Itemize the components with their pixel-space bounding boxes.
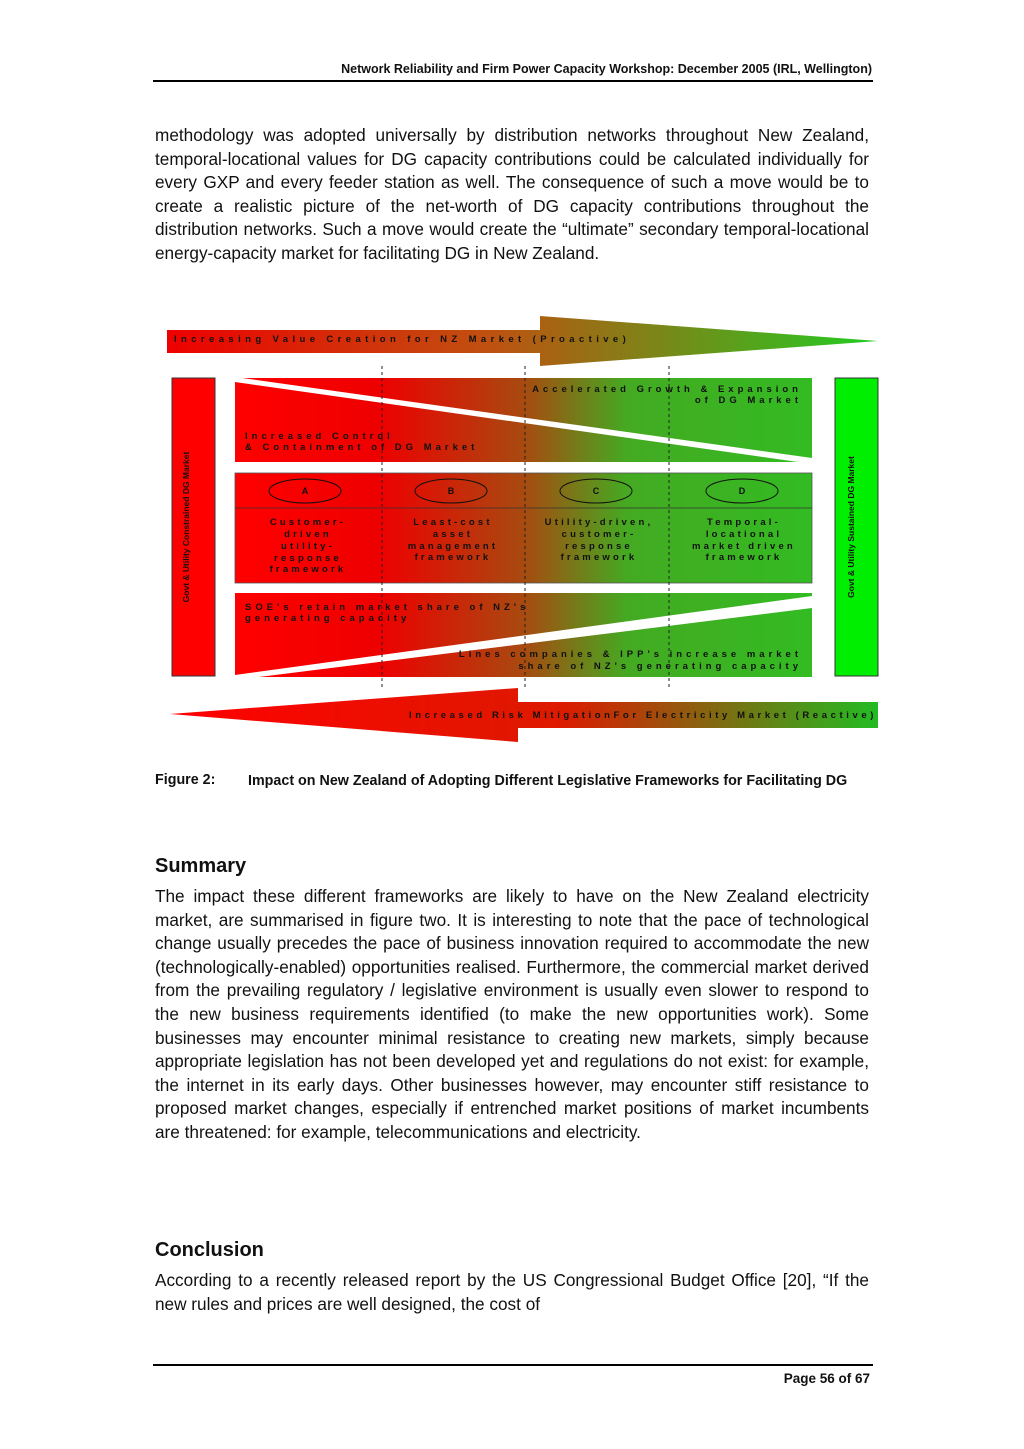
- lower-right-label-1: Lines companies & IPP's increase market: [458, 649, 802, 660]
- framework-b-letter: B: [447, 486, 455, 496]
- framework-a-line-4: response: [274, 553, 342, 564]
- bottom-arrow-label: Increased Risk MitigationFor Electricity Market (Reactive): [408, 710, 877, 721]
- framework-a-line-1: Customer-: [269, 517, 347, 528]
- footer-rule: [153, 1364, 873, 1366]
- top-arrow-label: Increasing Value Creation for NZ Market (Proactive): [174, 334, 631, 345]
- framework-a-line-5: framework: [269, 564, 347, 575]
- upper-right-label-1: Accelerated Growth & Expansion: [532, 384, 802, 395]
- conclusion-heading: Conclusion: [155, 1239, 264, 1261]
- right-sustained-bar: [835, 378, 878, 676]
- framework-d-line-2: locational: [705, 529, 783, 540]
- figure-2-diagram: [160, 308, 884, 748]
- upper-left-label-1: Increased Control: [245, 431, 394, 442]
- figure-caption-label: Figure 2:: [155, 772, 216, 788]
- upper-left-label-2: & Containment of DG Market: [245, 442, 479, 453]
- summary-paragraph: The impact these different frameworks are likely to have on the New Zealand electricity market, are summarised in figure two. It is interesting to note that the pace of technological change usually precedes the pace of business innovation required to accommodate the new (technologically-enabled) opportunities realised. Furthermore, the commercial market derived from the prevailing regulatory / legislative environment is usually even slower to respond to the new business requirements identified (to make the new opportunities work). Some businesses may encounter minimal resistance to creating new markets, simply because appropriate legislation has not been developed yet and regulations do not exist: for example, the internet in its early days. Other businesses however, may encounter stiff resistance to proposed market changes, especially if entrenched market positions of market incumbents are threatened: for example, telecommunications and electricity.: [155, 886, 869, 1142]
- framework-d-line-1: Temporal-: [706, 517, 782, 528]
- framework-b-line-1: Least-cost: [413, 517, 493, 528]
- framework-a-letter: A: [301, 486, 309, 496]
- framework-c-line-1: Utility-driven,: [544, 517, 654, 528]
- header-rule: [153, 80, 873, 82]
- lower-left-label-2: generating capacity: [245, 613, 411, 624]
- running-header: Network Reliability and Firm Power Capacity Workshop: December 2005 (IRL, Wellington): [341, 62, 872, 76]
- lower-right-label-2: share of NZ's generating capacity: [518, 661, 802, 672]
- framework-d-line-4: framework: [705, 552, 783, 563]
- framework-c-line-4: framework: [560, 552, 638, 563]
- conclusion-paragraph: According to a recently released report by the US Congressional Budget Office [20], “If the new rules and prices are well designed, the cost of: [155, 1270, 869, 1314]
- figure-caption-text: Impact on New Zealand of Adopting Different Legislative Frameworks for Facilitating DG: [248, 773, 848, 789]
- summary-heading: Summary: [155, 855, 247, 877]
- framework-d-letter: D: [738, 486, 746, 496]
- framework-c-line-3: response: [565, 541, 633, 552]
- framework-d-line-3: market driven: [692, 541, 796, 552]
- upper-right-label-2: of DG Market: [694, 395, 802, 406]
- left-bar-label: Govt & Utility Constrained DG Market: [181, 451, 191, 603]
- framework-b-line-2: asset: [432, 529, 474, 540]
- left-constrained-bar: [172, 378, 215, 676]
- intro-paragraph: methodology was adopted universally by distribution networks throughout New Zealand, temporal-locational values for DG capacity contributions could be calculated individually for every GXP and every feeder station as well. The consequence of such a move would be to create a realistic picture of the net-worth of DG capacity contributions throughout the distribution networks. Such a move would create the “ultimate” secondary temporal-locational energy-capacity market for facilitating DG in New Zealand.: [155, 125, 869, 263]
- framework-a-line-3: utility-: [280, 541, 336, 552]
- framework-c-line-2: customer-: [561, 529, 637, 540]
- lower-left-label-1: SOE's retain market share of NZ's: [245, 602, 530, 613]
- page-number: Page 56 of 67: [783, 1371, 870, 1386]
- framework-a-line-2: driven: [284, 529, 332, 540]
- framework-b-line-4: framework: [414, 552, 492, 563]
- framework-c-letter: C: [592, 486, 600, 496]
- right-bar-label: Govt & Utility Sustained DG Market: [846, 456, 856, 598]
- framework-b-line-3: management: [407, 541, 499, 552]
